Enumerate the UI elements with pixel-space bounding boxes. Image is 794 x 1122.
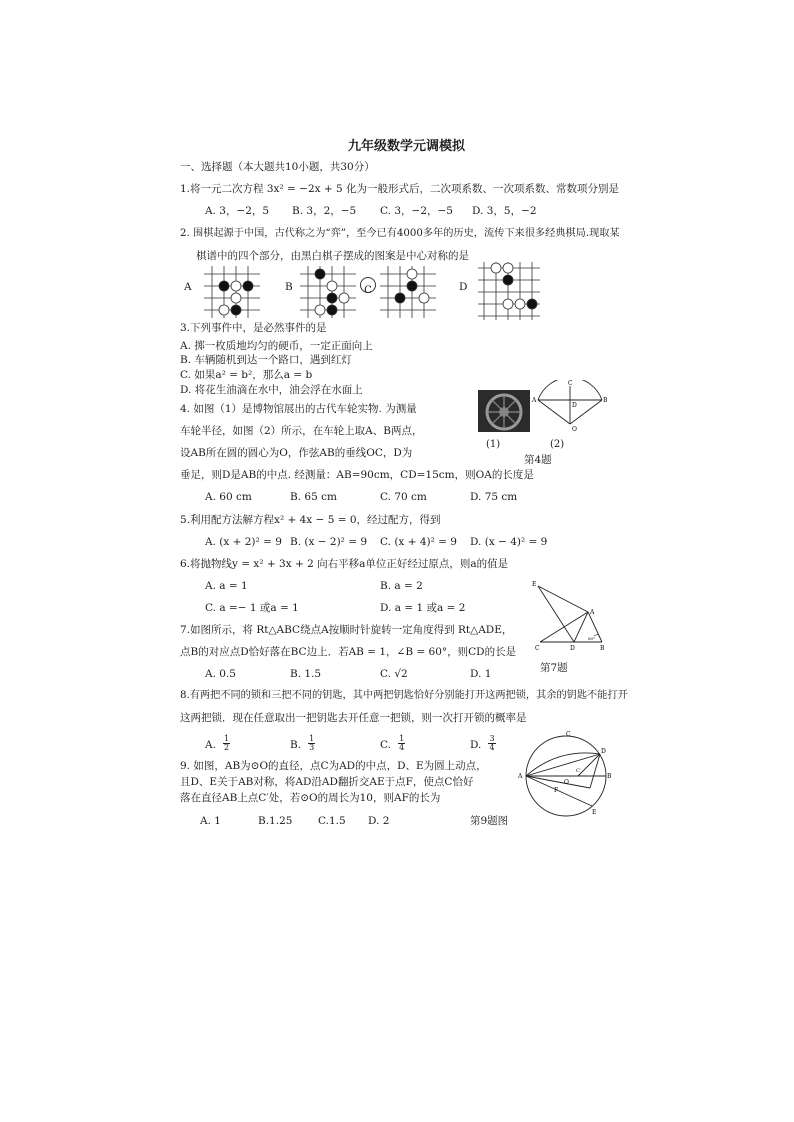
q9-line1: 9. 如图，AB为⊙O的直径，点C为AD的中点，D、E为圆上动点，: [180, 760, 487, 772]
go-board-figures: [200, 262, 550, 320]
go-board-b: [300, 266, 356, 318]
q3-option-a: A. 掷一枚质地均匀的硬币，一定正面向上: [180, 340, 373, 352]
q5-option-d: D. (x − 4)² = 9: [470, 536, 548, 548]
q7-line2: 点B的对应点D恰好落在BC边上．若AB = 1，∠B = 60°，则CD的长是: [180, 646, 517, 658]
chord-point-c: C: [568, 380, 573, 387]
q7-option-d: D. 1: [470, 668, 492, 680]
black-stone: [407, 281, 417, 291]
q8-line2: 这两把锁．现在任意取出一把钥匙去开任意一把锁，则一次打开锁的概率是: [180, 712, 527, 724]
white-stone: [231, 293, 241, 303]
q3-stem: 3.下列事件中，是必然事件的是: [180, 322, 327, 334]
white-stone: [339, 293, 349, 303]
q2-stem-line1: 2. 围棋起源于中国，古代称之为“弈”，至今已有4000多年的历史，流传下来很多经典棋局.现取某: [180, 228, 620, 239]
white-stone: [515, 299, 525, 309]
circle-point-c-prime: C′: [576, 768, 581, 774]
circle-point-f: F: [554, 787, 559, 794]
fraction: $\frac{3}{4}$: [489, 734, 495, 752]
black-stone: [503, 275, 513, 285]
black-stone: [327, 305, 337, 315]
white-stone: [503, 263, 513, 273]
q6-stem: 6.将抛物线y = x² + 3x + 2 向右平移a单位正好经过原点，则a的值是: [180, 558, 509, 570]
q4-fig2-label: (2): [550, 439, 565, 450]
white-stone: [315, 305, 325, 315]
fraction: $\frac{1}{3}$: [309, 734, 315, 752]
q1-stem: 1.将一元二次方程 3x² = −2x + 5 化为一般形式后，二次项系数、一次项系数、常数项分别是: [180, 183, 620, 195]
q7-option-c: C. √2: [380, 668, 408, 680]
black-stone: [315, 269, 325, 279]
q2-label-d: D: [459, 281, 468, 293]
tri-point-b: B: [600, 645, 605, 652]
q7-option-a: A. 0.5: [205, 668, 236, 680]
q9-option-b: B.1.25: [258, 815, 293, 827]
white-stone: [407, 269, 417, 279]
q4-option-d: D. 75 cm: [470, 491, 518, 503]
q9-option-a: A. 1: [200, 815, 221, 827]
q1-option-d: D. 3，5，−2: [472, 205, 537, 217]
q4-option-b: B. 65 cm: [290, 491, 337, 503]
q3-option-b: B. 车辆随机到达一个路口，遇到红灯: [180, 354, 352, 366]
q7-fig-caption: 第7题: [540, 662, 568, 674]
tri-point-c: C: [535, 645, 540, 652]
q9-fig-caption: 第9题图: [470, 815, 509, 827]
fraction: $\frac{1}{2}$: [224, 734, 230, 752]
q8-option-b: B. $\frac{1}{3}$: [290, 734, 315, 752]
q4-option-a: A. 60 cm: [205, 491, 252, 503]
chord-point-b: B: [603, 397, 608, 404]
q6-option-b: B. a = 2: [380, 580, 423, 592]
q1-option-c: C. 3，−2，−5: [380, 205, 453, 217]
white-stone: [219, 305, 229, 315]
q8-option-c: C. $\frac{1}{4}$: [380, 734, 405, 752]
chord-point-a: A: [532, 397, 537, 404]
q7-option-b: B. 1.5: [290, 668, 322, 680]
circle-point-e: E: [592, 809, 597, 816]
q5-stem: 5.利用配方法解方程x² + 4x − 5 = 0，经过配方，得到: [180, 514, 441, 526]
go-board-a: [204, 266, 260, 318]
tri-point-e: E: [532, 581, 537, 588]
q3-option-c: C. 如果a² = b²，那么a = b: [180, 369, 313, 381]
white-stone: [491, 263, 501, 273]
q2-stem-line2: 棋谱中的四个部分，由黑白棋子摆成的图案是中心对称的是: [196, 250, 469, 262]
q1-option-b: B. 3，2，−5: [292, 205, 357, 217]
q6-option-d: D. a = 1 或a = 2: [380, 602, 466, 614]
q3-option-d: D. 将花生油滴在水中，油会浮在水面上: [180, 384, 363, 396]
q7-line1: 7.如图所示，将 Rt△ABC绕点A按顺时针旋转一定角度得到 Rt△ADE，: [180, 624, 513, 636]
q2-label-a: A: [184, 281, 192, 293]
q4-line4: 垂足，则D是AB的中点. 经测量：AB=90cm，CD=15cm，则OA的长度是: [180, 469, 534, 481]
q1-option-a: A. 3，−2，5: [205, 205, 270, 217]
q8-line1: 8.有两把不同的锁和三把不同的钥匙，其中两把钥匙恰好分别能打开这两把锁，其余的钥匙不能打开: [180, 690, 628, 701]
go-board-d: [478, 262, 540, 320]
q5-option-b: B. (x − 2)² = 9: [290, 536, 368, 548]
chord-point-d: D: [572, 402, 577, 409]
q2-label-c: C: [364, 285, 372, 296]
chord-point-o: O: [572, 426, 577, 433]
circle-point-a: A: [518, 773, 523, 780]
q9-option-d: D. 2: [368, 815, 390, 827]
black-stone: [219, 281, 229, 291]
black-stone: [527, 299, 537, 309]
q9-line3: 落在直径AB上点C′处，若⊙O的周长为10，则AF的长为: [180, 792, 441, 804]
white-stone: [231, 281, 241, 291]
q6-option-c: C. a =− 1 或a = 1: [205, 602, 299, 614]
fraction: $\frac{1}{4}$: [399, 734, 405, 752]
black-stone: [231, 305, 241, 315]
circle-point-d: D: [601, 748, 606, 755]
q8-option-d: D. $\frac{3}{4}$: [470, 734, 495, 752]
white-stone: [327, 281, 337, 291]
circle-point-b: B: [607, 773, 612, 780]
q6-option-a: A. a = 1: [205, 580, 248, 592]
q4-line2: 车轮半径，如图（2）所示，在车轮上取A、B两点，: [180, 425, 423, 437]
tri-point-d: D: [570, 645, 575, 652]
q5-option-a: A. (x + 2)² = 9: [205, 536, 282, 548]
wheel-photo-art: [478, 390, 530, 432]
circle-point-o: O: [564, 779, 569, 786]
section-heading: 一、选择题（本大题共10小题，共30分）: [180, 161, 375, 173]
wheel-photo: [478, 390, 530, 432]
q4-option-c: C. 70 cm: [380, 491, 427, 503]
q2-label-b: B: [285, 281, 293, 293]
black-stone: [395, 293, 405, 303]
q4-fig-caption: 第4题: [524, 454, 552, 466]
circle-fold-diagram: [518, 728, 614, 824]
rotation-triangle-diagram: [530, 580, 616, 656]
tri-point-a: A: [590, 609, 595, 616]
q4-line3: 设AB所在圆的圆心为O，作弦AB的垂线OC，D为: [180, 447, 413, 459]
go-board-c: [380, 266, 436, 318]
q4-line1: 4. 如图（1）是博物馆展出的古代车轮实物. 为测量: [180, 403, 417, 415]
q5-option-c: C. (x + 4)² = 9: [380, 536, 457, 548]
circle-point-c: C: [566, 731, 571, 738]
white-stone: [419, 293, 429, 303]
page-title: 九年级数学元调模拟: [348, 139, 466, 154]
black-stone: [243, 281, 253, 291]
chord-diagram: [532, 380, 608, 440]
q9-option-c: C.1.5: [318, 815, 346, 827]
black-stone: [327, 293, 337, 303]
q4-fig1-label: (1): [486, 439, 501, 450]
q9-line2: 且D、E关于AB对称，将AD沿AD翻折交AE于点F，使点C恰好: [180, 776, 474, 788]
q8-option-a: A. $\frac{1}{2}$: [205, 734, 230, 752]
white-stone: [503, 299, 513, 309]
tri-angle-label: 60°: [588, 636, 596, 641]
